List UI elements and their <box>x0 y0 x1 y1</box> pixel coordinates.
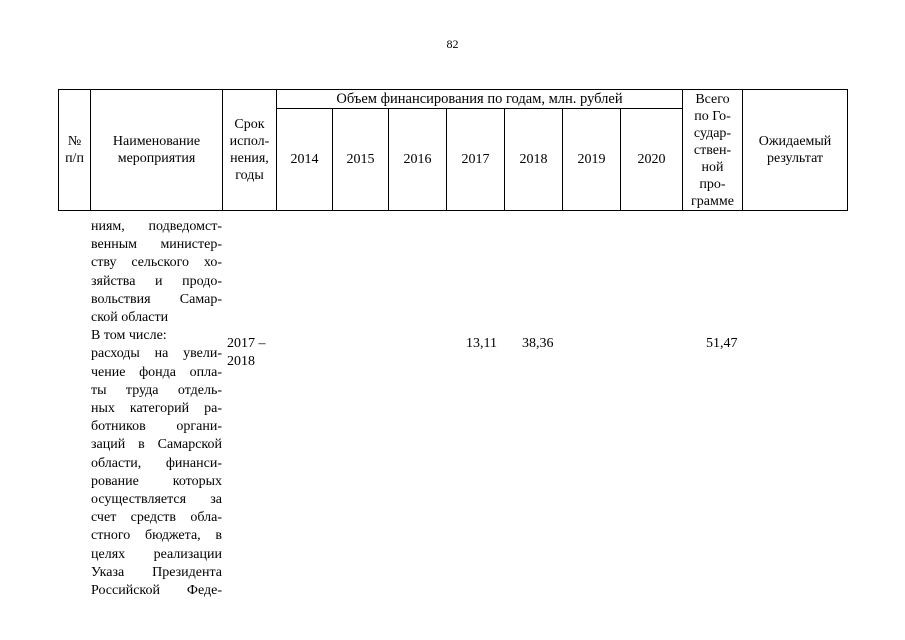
header-year-2019: 2019 <box>563 109 621 211</box>
text-line: вольствия Самар- <box>91 291 222 307</box>
text-line: рование которых <box>91 473 222 489</box>
text-line: ской области <box>91 310 169 326</box>
header-year-2014: 2014 <box>277 109 333 211</box>
header-year-2015: 2015 <box>333 109 389 211</box>
text-line: венным министер- <box>91 237 222 253</box>
text-line: зяйства и продо- <box>91 273 222 289</box>
text-line: стного бюджета, в <box>91 528 222 544</box>
header-year-2020: 2020 <box>621 109 683 211</box>
text-line: ству сельского хо- <box>91 255 222 271</box>
value-total: 51,47 <box>706 336 738 351</box>
table-header <box>58 89 848 211</box>
text-line: ты труда отдель- <box>91 382 222 398</box>
header-num: № п/п <box>59 90 91 211</box>
text-line: Российской Феде- <box>91 583 222 599</box>
text-line: расходы на увели- <box>91 346 222 362</box>
header-year-2018: 2018 <box>505 109 563 211</box>
text-line: области, финанси- <box>91 455 222 471</box>
text-line: чение фонда опла- <box>91 364 222 380</box>
header-year-2016: 2016 <box>389 109 447 211</box>
subheading: В том числе: <box>91 328 167 344</box>
text-line: ных категорий ра- <box>91 401 222 417</box>
value-2017: 13,11 <box>466 336 497 351</box>
term-value: 2017 – 2018 <box>227 336 266 370</box>
header-name: Наименование мероприятия <box>91 90 223 211</box>
text-line: Указа Президента <box>91 564 222 580</box>
text-line: ниям, подведомст- <box>91 219 222 234</box>
text-line: ботников органи- <box>91 419 222 435</box>
header-term: Срок испол- нения, годы <box>223 90 277 211</box>
value-2018: 38,36 <box>522 336 554 351</box>
text-line: осуществляется за <box>91 492 222 508</box>
header-funding-group: Объем финансирования по годам, млн. рублей <box>277 90 683 109</box>
text-line: целях реализации <box>91 546 222 562</box>
text-line: счет средств обла- <box>91 510 222 526</box>
header-total: Всего по Го- судар- ствен- ной про- грамме <box>683 90 743 211</box>
header-result: Ожидаемый результат <box>743 90 848 211</box>
page-number: 82 <box>446 37 459 51</box>
text-line: заций в Самарской <box>91 437 222 453</box>
header-year-2017: 2017 <box>447 109 505 211</box>
activity-description <box>91 218 222 600</box>
